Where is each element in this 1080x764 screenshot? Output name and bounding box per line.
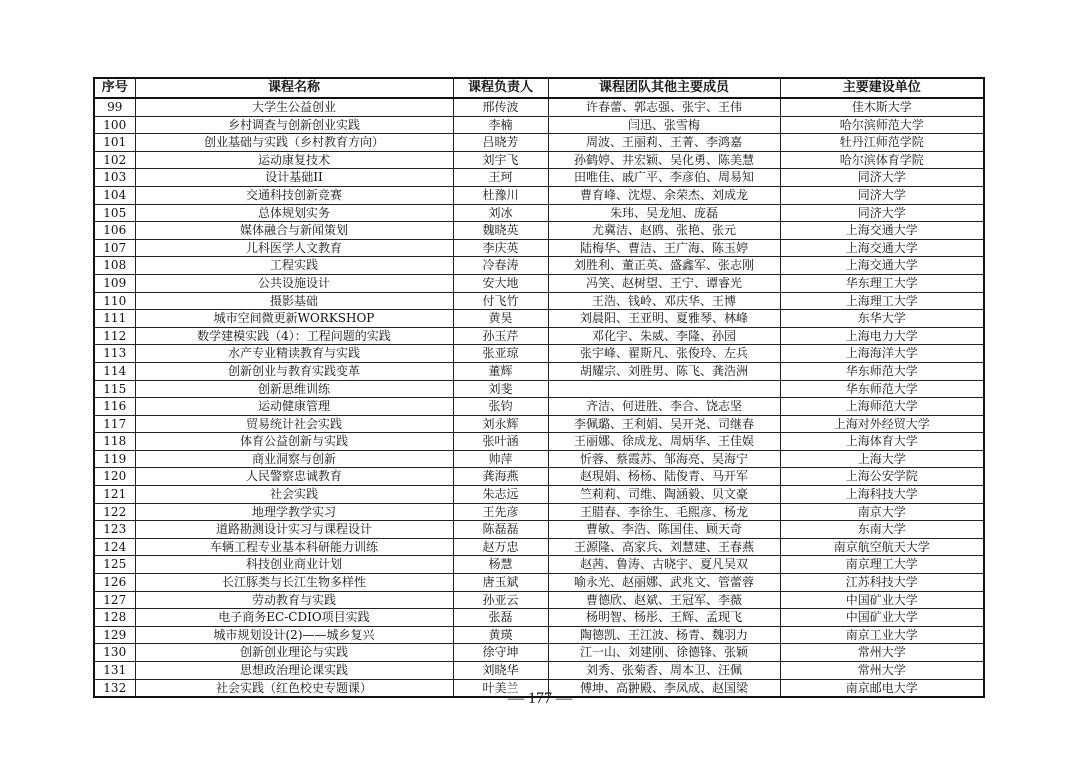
cell-course-name: 商业洞察与创新 bbox=[135, 450, 453, 468]
cell-course-name: 公共设施设计 bbox=[135, 274, 453, 292]
cell-team-members: 胡耀宗、刘胜男、陈飞、龚浩洲 bbox=[548, 362, 780, 380]
cell-team-members: 尤冀洁、赵鸥、张艳、张元 bbox=[548, 222, 780, 240]
table-row bbox=[94, 292, 984, 310]
cell-course-lead: 赵万忠 bbox=[453, 538, 548, 556]
cell-course-lead: 朱志远 bbox=[453, 486, 548, 504]
cell-index: 116 bbox=[94, 398, 135, 416]
cell-index: 127 bbox=[94, 591, 135, 609]
cell-team-members: 闫迅、张雪梅 bbox=[548, 116, 780, 134]
header-index: 序号 bbox=[94, 78, 135, 98]
cell-team-members: 曹德欣、赵斌、王冠军、李薇 bbox=[548, 591, 780, 609]
header-team-members: 课程团队其他主要成员 bbox=[548, 78, 780, 98]
cell-team-members: 江一山、刘建刚、徐德锋、张颖 bbox=[548, 644, 780, 662]
table-row bbox=[94, 116, 984, 134]
table-row bbox=[94, 574, 984, 592]
cell-course-lead: 邢传波 bbox=[453, 98, 548, 116]
cell-team-members: 王浩、钱岭、邓庆华、王博 bbox=[548, 292, 780, 310]
cell-institution: 上海电力大学 bbox=[780, 327, 984, 345]
table-row bbox=[94, 257, 984, 275]
course-table-container bbox=[93, 77, 983, 698]
cell-index: 105 bbox=[94, 204, 135, 222]
cell-index: 110 bbox=[94, 292, 135, 310]
cell-course-name: 设计基础II bbox=[135, 169, 453, 187]
cell-team-members: 李佩璐、王利娟、吴开尧、司继春 bbox=[548, 415, 780, 433]
cell-team-members: 田唯佳、戚广平、李彦伯、周易知 bbox=[548, 169, 780, 187]
cell-course-name: 交通科技创新竞赛 bbox=[135, 186, 453, 204]
cell-institution: 华东师范大学 bbox=[780, 362, 984, 380]
cell-course-lead: 刘斐 bbox=[453, 380, 548, 398]
cell-course-name: 总体规划实务 bbox=[135, 204, 453, 222]
table-row bbox=[94, 591, 984, 609]
cell-course-lead: 王珂 bbox=[453, 169, 548, 187]
cell-course-name: 社会实践（红色校史专题课） bbox=[135, 679, 453, 697]
cell-institution: 佳木斯大学 bbox=[780, 98, 984, 116]
cell-index: 115 bbox=[94, 380, 135, 398]
cell-course-lead: 孙亚云 bbox=[453, 591, 548, 609]
cell-course-name: 城市规划设计(2)——城乡复兴 bbox=[135, 626, 453, 644]
cell-index: 121 bbox=[94, 486, 135, 504]
cell-index: 104 bbox=[94, 186, 135, 204]
table-row bbox=[94, 398, 984, 416]
cell-course-name: 创新创业与教育实践变革 bbox=[135, 362, 453, 380]
cell-course-name: 城市空间微更新WORKSHOP bbox=[135, 310, 453, 328]
cell-team-members: 齐洁、何进胜、李合、饶志坚 bbox=[548, 398, 780, 416]
cell-team-members: 赵現娟、杨杨、陆俊青、马开军 bbox=[548, 468, 780, 486]
cell-institution: 常州大学 bbox=[780, 644, 984, 662]
cell-team-members: 王源隆、高家兵、刘慧建、王春燕 bbox=[548, 538, 780, 556]
cell-index: 124 bbox=[94, 538, 135, 556]
cell-course-lead: 唐玉斌 bbox=[453, 574, 548, 592]
cell-course-name: 创新创业理论与实践 bbox=[135, 644, 453, 662]
cell-index: 132 bbox=[94, 679, 135, 697]
cell-course-name: 地理学教学实习 bbox=[135, 503, 453, 521]
cell-course-lead: 杨慧 bbox=[453, 556, 548, 574]
cell-institution: 南京邮电大学 bbox=[780, 679, 984, 697]
cell-institution: 常州大学 bbox=[780, 662, 984, 680]
cell-institution: 东华大学 bbox=[780, 310, 984, 328]
cell-index: 126 bbox=[94, 574, 135, 592]
cell-team-members: 傅坤、高翀殿、李凤成、赵国梁 bbox=[548, 679, 780, 697]
cell-team-members: 刘胜利、董正英、盛鑫军、张志刚 bbox=[548, 257, 780, 275]
table-row bbox=[94, 468, 984, 486]
table-row bbox=[94, 345, 984, 363]
cell-course-lead: 龚海燕 bbox=[453, 468, 548, 486]
cell-course-name: 创新思维训练 bbox=[135, 380, 453, 398]
cell-course-name: 贸易统计社会实践 bbox=[135, 415, 453, 433]
cell-institution: 上海师范大学 bbox=[780, 398, 984, 416]
cell-institution: 上海理工大学 bbox=[780, 292, 984, 310]
cell-course-lead: 刘永辉 bbox=[453, 415, 548, 433]
cell-course-lead: 张钧 bbox=[453, 398, 548, 416]
cell-team-members: 朱玮、吴龙旭、庞磊 bbox=[548, 204, 780, 222]
cell-institution: 南京工业大学 bbox=[780, 626, 984, 644]
cell-index: 99 bbox=[94, 98, 135, 116]
table-row bbox=[94, 538, 984, 556]
cell-course-name: 道路勘测设计实习与课程设计 bbox=[135, 521, 453, 539]
cell-course-name: 摄影基础 bbox=[135, 292, 453, 310]
cell-course-lead: 吕晓芳 bbox=[453, 134, 548, 152]
table-row bbox=[94, 204, 984, 222]
cell-institution: 同济大学 bbox=[780, 186, 984, 204]
cell-index: 118 bbox=[94, 433, 135, 451]
cell-index: 113 bbox=[94, 345, 135, 363]
cell-institution: 上海大学 bbox=[780, 450, 984, 468]
cell-course-lead: 安大地 bbox=[453, 274, 548, 292]
cell-course-name: 数学建模实践（4）：工程问题的实践 bbox=[135, 327, 453, 345]
cell-course-lead: 张亚琼 bbox=[453, 345, 548, 363]
table-row bbox=[94, 433, 984, 451]
cell-institution: 上海体育大学 bbox=[780, 433, 984, 451]
table-row bbox=[94, 327, 984, 345]
cell-course-lead: 刘宇飞 bbox=[453, 151, 548, 169]
cell-institution: 上海海洋大学 bbox=[780, 345, 984, 363]
cell-team-members: 张宇峰、翟斯凡、张俊玲、左兵 bbox=[548, 345, 780, 363]
cell-course-name: 大学生公益创业 bbox=[135, 98, 453, 116]
header-course-name: 课程名称 bbox=[135, 78, 453, 98]
cell-institution: 华东师范大学 bbox=[780, 380, 984, 398]
cell-index: 102 bbox=[94, 151, 135, 169]
cell-team-members: 周波、王丽莉、王菁、李鸿嘉 bbox=[548, 134, 780, 152]
cell-course-lead: 王先彦 bbox=[453, 503, 548, 521]
cell-course-lead: 孙玉芹 bbox=[453, 327, 548, 345]
cell-team-members: 杨明智、杨彤、王辉、孟现飞 bbox=[548, 609, 780, 627]
cell-team-members: 孙鹤婷、井宏颖、吴化勇、陈美慧 bbox=[548, 151, 780, 169]
cell-team-members: 刘晨阳、王亚明、夏雅琴、林峰 bbox=[548, 310, 780, 328]
cell-team-members: 竺莉莉、司维、陶涵毅、贝文豪 bbox=[548, 486, 780, 504]
cell-course-lead: 帅萍 bbox=[453, 450, 548, 468]
cell-course-lead: 张磊 bbox=[453, 609, 548, 627]
cell-institution: 东南大学 bbox=[780, 521, 984, 539]
cell-institution: 上海科技大学 bbox=[780, 486, 984, 504]
cell-team-members: 曹育峰、沈煜、余荣杰、刘成龙 bbox=[548, 186, 780, 204]
cell-institution: 上海公安学院 bbox=[780, 468, 984, 486]
cell-course-name: 乡村调查与创新创业实践 bbox=[135, 116, 453, 134]
table-row bbox=[94, 98, 984, 116]
table-row bbox=[94, 644, 984, 662]
cell-course-name: 工程实践 bbox=[135, 257, 453, 275]
cell-index: 106 bbox=[94, 222, 135, 240]
cell-course-lead: 魏晓英 bbox=[453, 222, 548, 240]
cell-course-name: 思想政治理论课实践 bbox=[135, 662, 453, 680]
table-row bbox=[94, 186, 984, 204]
cell-course-lead: 刘冰 bbox=[453, 204, 548, 222]
table-row bbox=[94, 609, 984, 627]
cell-course-lead: 刘晓华 bbox=[453, 662, 548, 680]
table-header-row bbox=[94, 78, 984, 98]
cell-institution: 上海交通大学 bbox=[780, 222, 984, 240]
cell-institution: 上海对外经贸大学 bbox=[780, 415, 984, 433]
cell-index: 131 bbox=[94, 662, 135, 680]
cell-index: 111 bbox=[94, 310, 135, 328]
table-row bbox=[94, 415, 984, 433]
cell-team-members: 赵茜、鲁涛、古晓宇、夏凡吴双 bbox=[548, 556, 780, 574]
cell-team-members: 王丽娜、徐成龙、周炳华、王佳娱 bbox=[548, 433, 780, 451]
cell-index: 128 bbox=[94, 609, 135, 627]
cell-institution: 江苏科技大学 bbox=[780, 574, 984, 592]
table-row bbox=[94, 239, 984, 257]
cell-index: 109 bbox=[94, 274, 135, 292]
cell-course-name: 媒体融合与新闻策划 bbox=[135, 222, 453, 240]
cell-team-members: 忻蓉、蔡霞苏、邹海亮、吴海宁 bbox=[548, 450, 780, 468]
cell-course-name: 科技创业商业计划 bbox=[135, 556, 453, 574]
cell-index: 122 bbox=[94, 503, 135, 521]
table-row bbox=[94, 626, 984, 644]
cell-index: 101 bbox=[94, 134, 135, 152]
header-course-lead: 课程负责人 bbox=[453, 78, 548, 98]
cell-index: 123 bbox=[94, 521, 135, 539]
cell-institution: 南京大学 bbox=[780, 503, 984, 521]
cell-index: 114 bbox=[94, 362, 135, 380]
cell-course-name: 运动康复技术 bbox=[135, 151, 453, 169]
cell-course-name: 水产专业精读教育与实践 bbox=[135, 345, 453, 363]
table-row bbox=[94, 556, 984, 574]
table-row bbox=[94, 134, 984, 152]
cell-index: 108 bbox=[94, 257, 135, 275]
cell-course-lead: 黄昊 bbox=[453, 310, 548, 328]
table-row bbox=[94, 486, 984, 504]
table-row bbox=[94, 521, 984, 539]
cell-course-lead: 付飞竹 bbox=[453, 292, 548, 310]
cell-course-lead: 黄瑛 bbox=[453, 626, 548, 644]
page-number: — 177 — bbox=[508, 690, 572, 707]
cell-course-name: 劳动教育与实践 bbox=[135, 591, 453, 609]
cell-course-lead: 徐守坤 bbox=[453, 644, 548, 662]
cell-team-members: 陶德凯、王江波、杨青、魏羽力 bbox=[548, 626, 780, 644]
cell-index: 120 bbox=[94, 468, 135, 486]
table-row bbox=[94, 503, 984, 521]
cell-institution: 南京航空航天大学 bbox=[780, 538, 984, 556]
cell-institution: 同济大学 bbox=[780, 169, 984, 187]
cell-course-lead: 董辉 bbox=[453, 362, 548, 380]
cell-institution: 哈尔滨师范大学 bbox=[780, 116, 984, 134]
cell-course-name: 体育公益创新与实践 bbox=[135, 433, 453, 451]
cell-course-name: 儿科医学人文教育 bbox=[135, 239, 453, 257]
table-row bbox=[94, 151, 984, 169]
cell-course-name: 人民警察忠诚教育 bbox=[135, 468, 453, 486]
cell-index: 129 bbox=[94, 626, 135, 644]
cell-course-name: 运动健康管理 bbox=[135, 398, 453, 416]
cell-team-members bbox=[548, 380, 780, 398]
cell-course-name: 社会实践 bbox=[135, 486, 453, 504]
table-body bbox=[94, 98, 984, 697]
cell-team-members: 刘秀、张菊香、周本卫、汪佩 bbox=[548, 662, 780, 680]
cell-course-lead: 李庆英 bbox=[453, 239, 548, 257]
table-row bbox=[94, 222, 984, 240]
cell-institution: 中国矿业大学 bbox=[780, 591, 984, 609]
cell-index: 100 bbox=[94, 116, 135, 134]
table-row bbox=[94, 380, 984, 398]
cell-institution: 同济大学 bbox=[780, 204, 984, 222]
cell-institution: 中国矿业大学 bbox=[780, 609, 984, 627]
cell-institution: 牡丹江师范学院 bbox=[780, 134, 984, 152]
table-row bbox=[94, 169, 984, 187]
cell-course-name: 长江豚类与长江生物多样性 bbox=[135, 574, 453, 592]
cell-course-lead: 张叶涵 bbox=[453, 433, 548, 451]
cell-index: 112 bbox=[94, 327, 135, 345]
cell-course-name: 电子商务EC-CDIO项目实践 bbox=[135, 609, 453, 627]
cell-team-members: 陆梅华、曹洁、王广海、陈玉婷 bbox=[548, 239, 780, 257]
table-row bbox=[94, 450, 984, 468]
cell-index: 130 bbox=[94, 644, 135, 662]
cell-institution: 上海交通大学 bbox=[780, 239, 984, 257]
cell-index: 107 bbox=[94, 239, 135, 257]
cell-index: 117 bbox=[94, 415, 135, 433]
cell-team-members: 冯笑、赵树望、王宁、谭睿光 bbox=[548, 274, 780, 292]
cell-index: 125 bbox=[94, 556, 135, 574]
cell-team-members: 曹敏、李浩、陈国佳、顾天奇 bbox=[548, 521, 780, 539]
cell-team-members: 王腊春、李徐生、毛熙彦、杨龙 bbox=[548, 503, 780, 521]
cell-course-lead: 李楠 bbox=[453, 116, 548, 134]
cell-course-lead: 陈磊磊 bbox=[453, 521, 548, 539]
cell-course-name: 创业基础与实践（乡村教育方向） bbox=[135, 134, 453, 152]
table-row bbox=[94, 310, 984, 328]
cell-index: 119 bbox=[94, 450, 135, 468]
cell-course-lead: 冷春涛 bbox=[453, 257, 548, 275]
cell-course-name: 车辆工程专业基本科研能力训练 bbox=[135, 538, 453, 556]
cell-course-lead: 叶美兰 bbox=[453, 679, 548, 697]
cell-course-lead: 杜豫川 bbox=[453, 186, 548, 204]
cell-institution: 上海交通大学 bbox=[780, 257, 984, 275]
cell-institution: 南京理工大学 bbox=[780, 556, 984, 574]
table-row bbox=[94, 274, 984, 292]
cell-team-members: 喻永光、赵丽娜、武兆文、管蕾蓉 bbox=[548, 574, 780, 592]
table-row bbox=[94, 362, 984, 380]
cell-team-members: 许春蕾、郭志强、张宇、王伟 bbox=[548, 98, 780, 116]
cell-institution: 哈尔滨体育学院 bbox=[780, 151, 984, 169]
cell-institution: 华东理工大学 bbox=[780, 274, 984, 292]
course-table bbox=[93, 77, 985, 698]
cell-index: 103 bbox=[94, 169, 135, 187]
cell-team-members: 邓化宇、朱威、李隆、孙园 bbox=[548, 327, 780, 345]
header-institution: 主要建设单位 bbox=[780, 78, 984, 98]
table-row bbox=[94, 662, 984, 680]
